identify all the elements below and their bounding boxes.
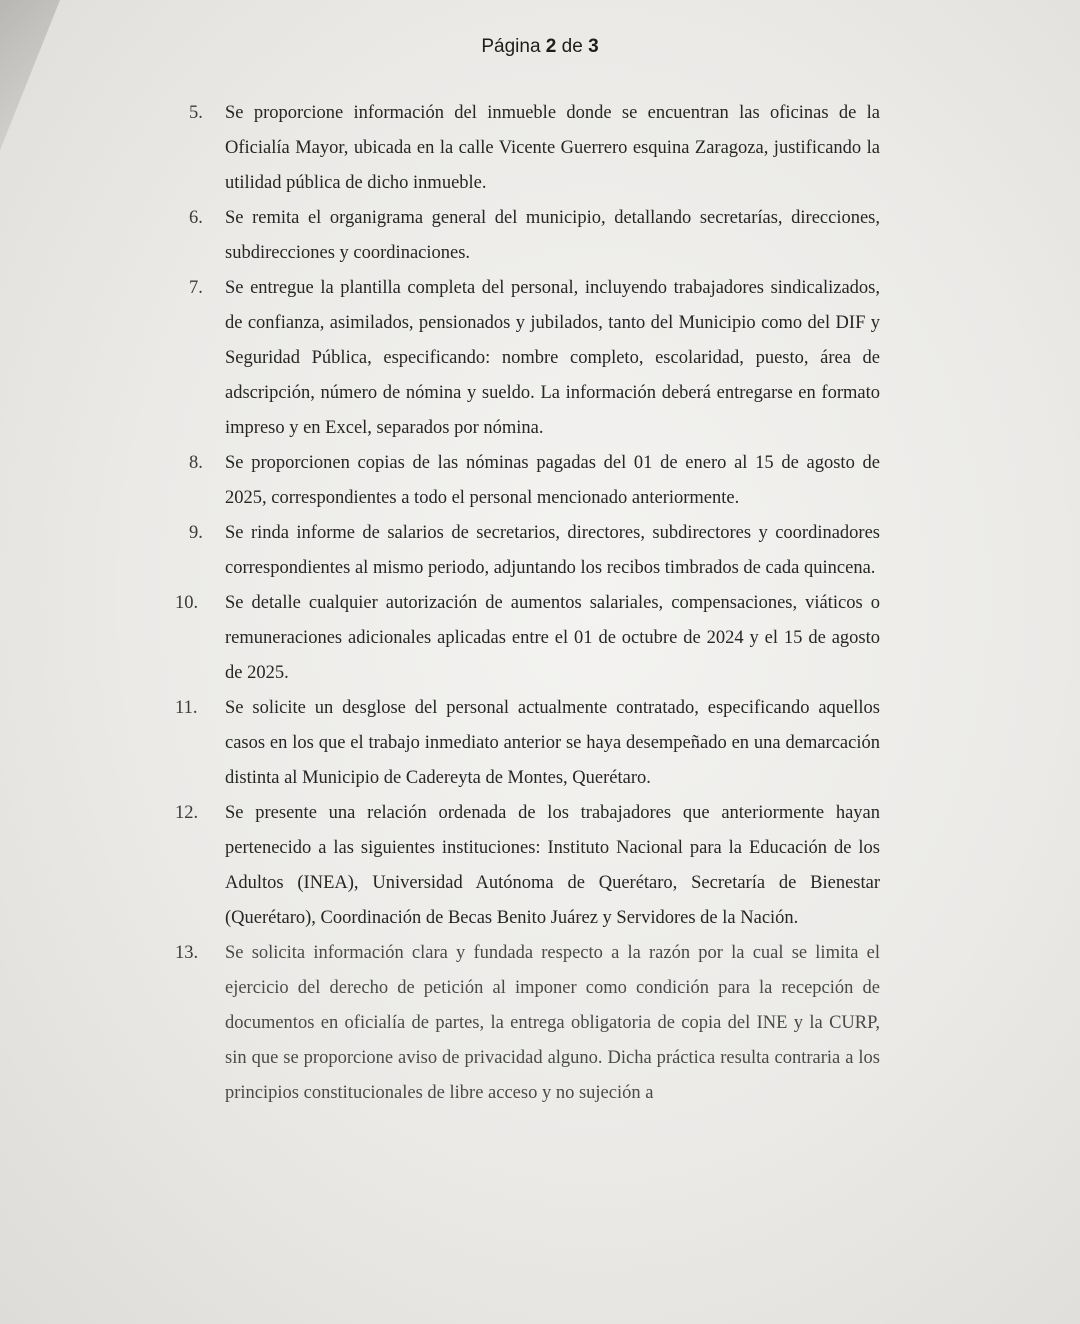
page-number-header <box>0 36 1080 58</box>
item-text: Se proporcione información del inmueble donde se encuentran las oficinas de la Oficialía Mayor, ubicada en la calle Vicente Guerrero esquina Zaragoza, justificando la utilidad pública de dicho inmueble. <box>225 103 880 193</box>
list-item <box>175 201 880 271</box>
item-number: 10. <box>175 593 199 613</box>
item-number: 13. <box>175 943 199 963</box>
item-text: Se remita el organigrama general del municipio, detallando secretarías, direcciones, subdirecciones y coordinaciones. <box>225 208 880 263</box>
page-label: Página <box>481 36 541 57</box>
item-text: Se rinda informe de salarios de secretarios, directores, subdirectores y coordinadores correspondientes al mismo periodo, adjuntando los recibos timbrados de cada quincena. <box>225 523 880 578</box>
item-number: 7. <box>189 278 203 298</box>
page-current: 2 <box>545 36 557 57</box>
item-text: Se presente una relación ordenada de los trabajadores que anteriormente hayan pertenecido a las siguientes instituciones: Instituto Nacional para la Educación de los Adultos (INEA), Universidad Autónoma de Querétaro, Secretaría de Bienestar (Querétaro), Coordinación de Becas Benito Juárez y Servidores de la Nación. <box>225 803 880 928</box>
item-number: 12. <box>175 803 199 823</box>
item-text: Se entregue la plantilla completa del personal, incluyendo trabajadores sindicalizados, de confianza, asimilados, pensionados y jubilados, tanto del Municipio como del DIF y Seguridad Pública, especificando: nombre completo, escolaridad, puesto, área de adscripción, número de nómina y sueldo. La información deberá entregarse en formato impreso y en Excel, separados por nómina. <box>225 278 880 438</box>
item-text: Se detalle cualquier autorización de aumentos salariales, compensaciones, viáticos o remuneraciones adicionales aplicadas entre el 01 de octubre de 2024 y el 15 de agosto de 2025. <box>225 593 880 683</box>
item-number: 11. <box>175 698 198 718</box>
list-item <box>175 796 880 936</box>
list-item <box>175 936 880 1111</box>
request-list <box>175 96 880 1111</box>
list-item <box>175 516 880 586</box>
list-item <box>175 446 880 516</box>
page-total: 3 <box>588 36 599 57</box>
item-number: 6. <box>189 208 203 228</box>
item-text: Se proporcionen copias de las nóminas pagadas del 01 de enero al 15 de agosto de 2025, correspondientes a todo el personal mencionado anteriormente. <box>225 453 880 508</box>
list-item <box>175 691 880 796</box>
item-text: Se solicite un desglose del personal actualmente contratado, especificando aquellos casos en los que el trabajo inmediato anterior se haya desempeñado en una demarcación distinta al Municipio de Cadereyta de Montes, Querétaro. <box>225 698 880 788</box>
item-number: 9. <box>189 523 203 543</box>
list-item <box>175 586 880 691</box>
item-text: Se solicita información clara y fundada respecto a la razón por la cual se limita el ejercicio del derecho de petición al imponer como condición para la recepción de documentos en oficialía de partes, la entrega obligatoria de copia del INE y la CURP, sin que se proporcione aviso de privacidad alguno. Dicha práctica resulta contraria a los principios constitucionales de libre acceso y no sujeción a <box>225 943 880 1103</box>
item-number: 8. <box>189 453 203 473</box>
page-of-label: de <box>561 36 583 57</box>
item-number: 5. <box>189 103 203 123</box>
list-item <box>175 96 880 201</box>
list-item <box>175 271 880 446</box>
